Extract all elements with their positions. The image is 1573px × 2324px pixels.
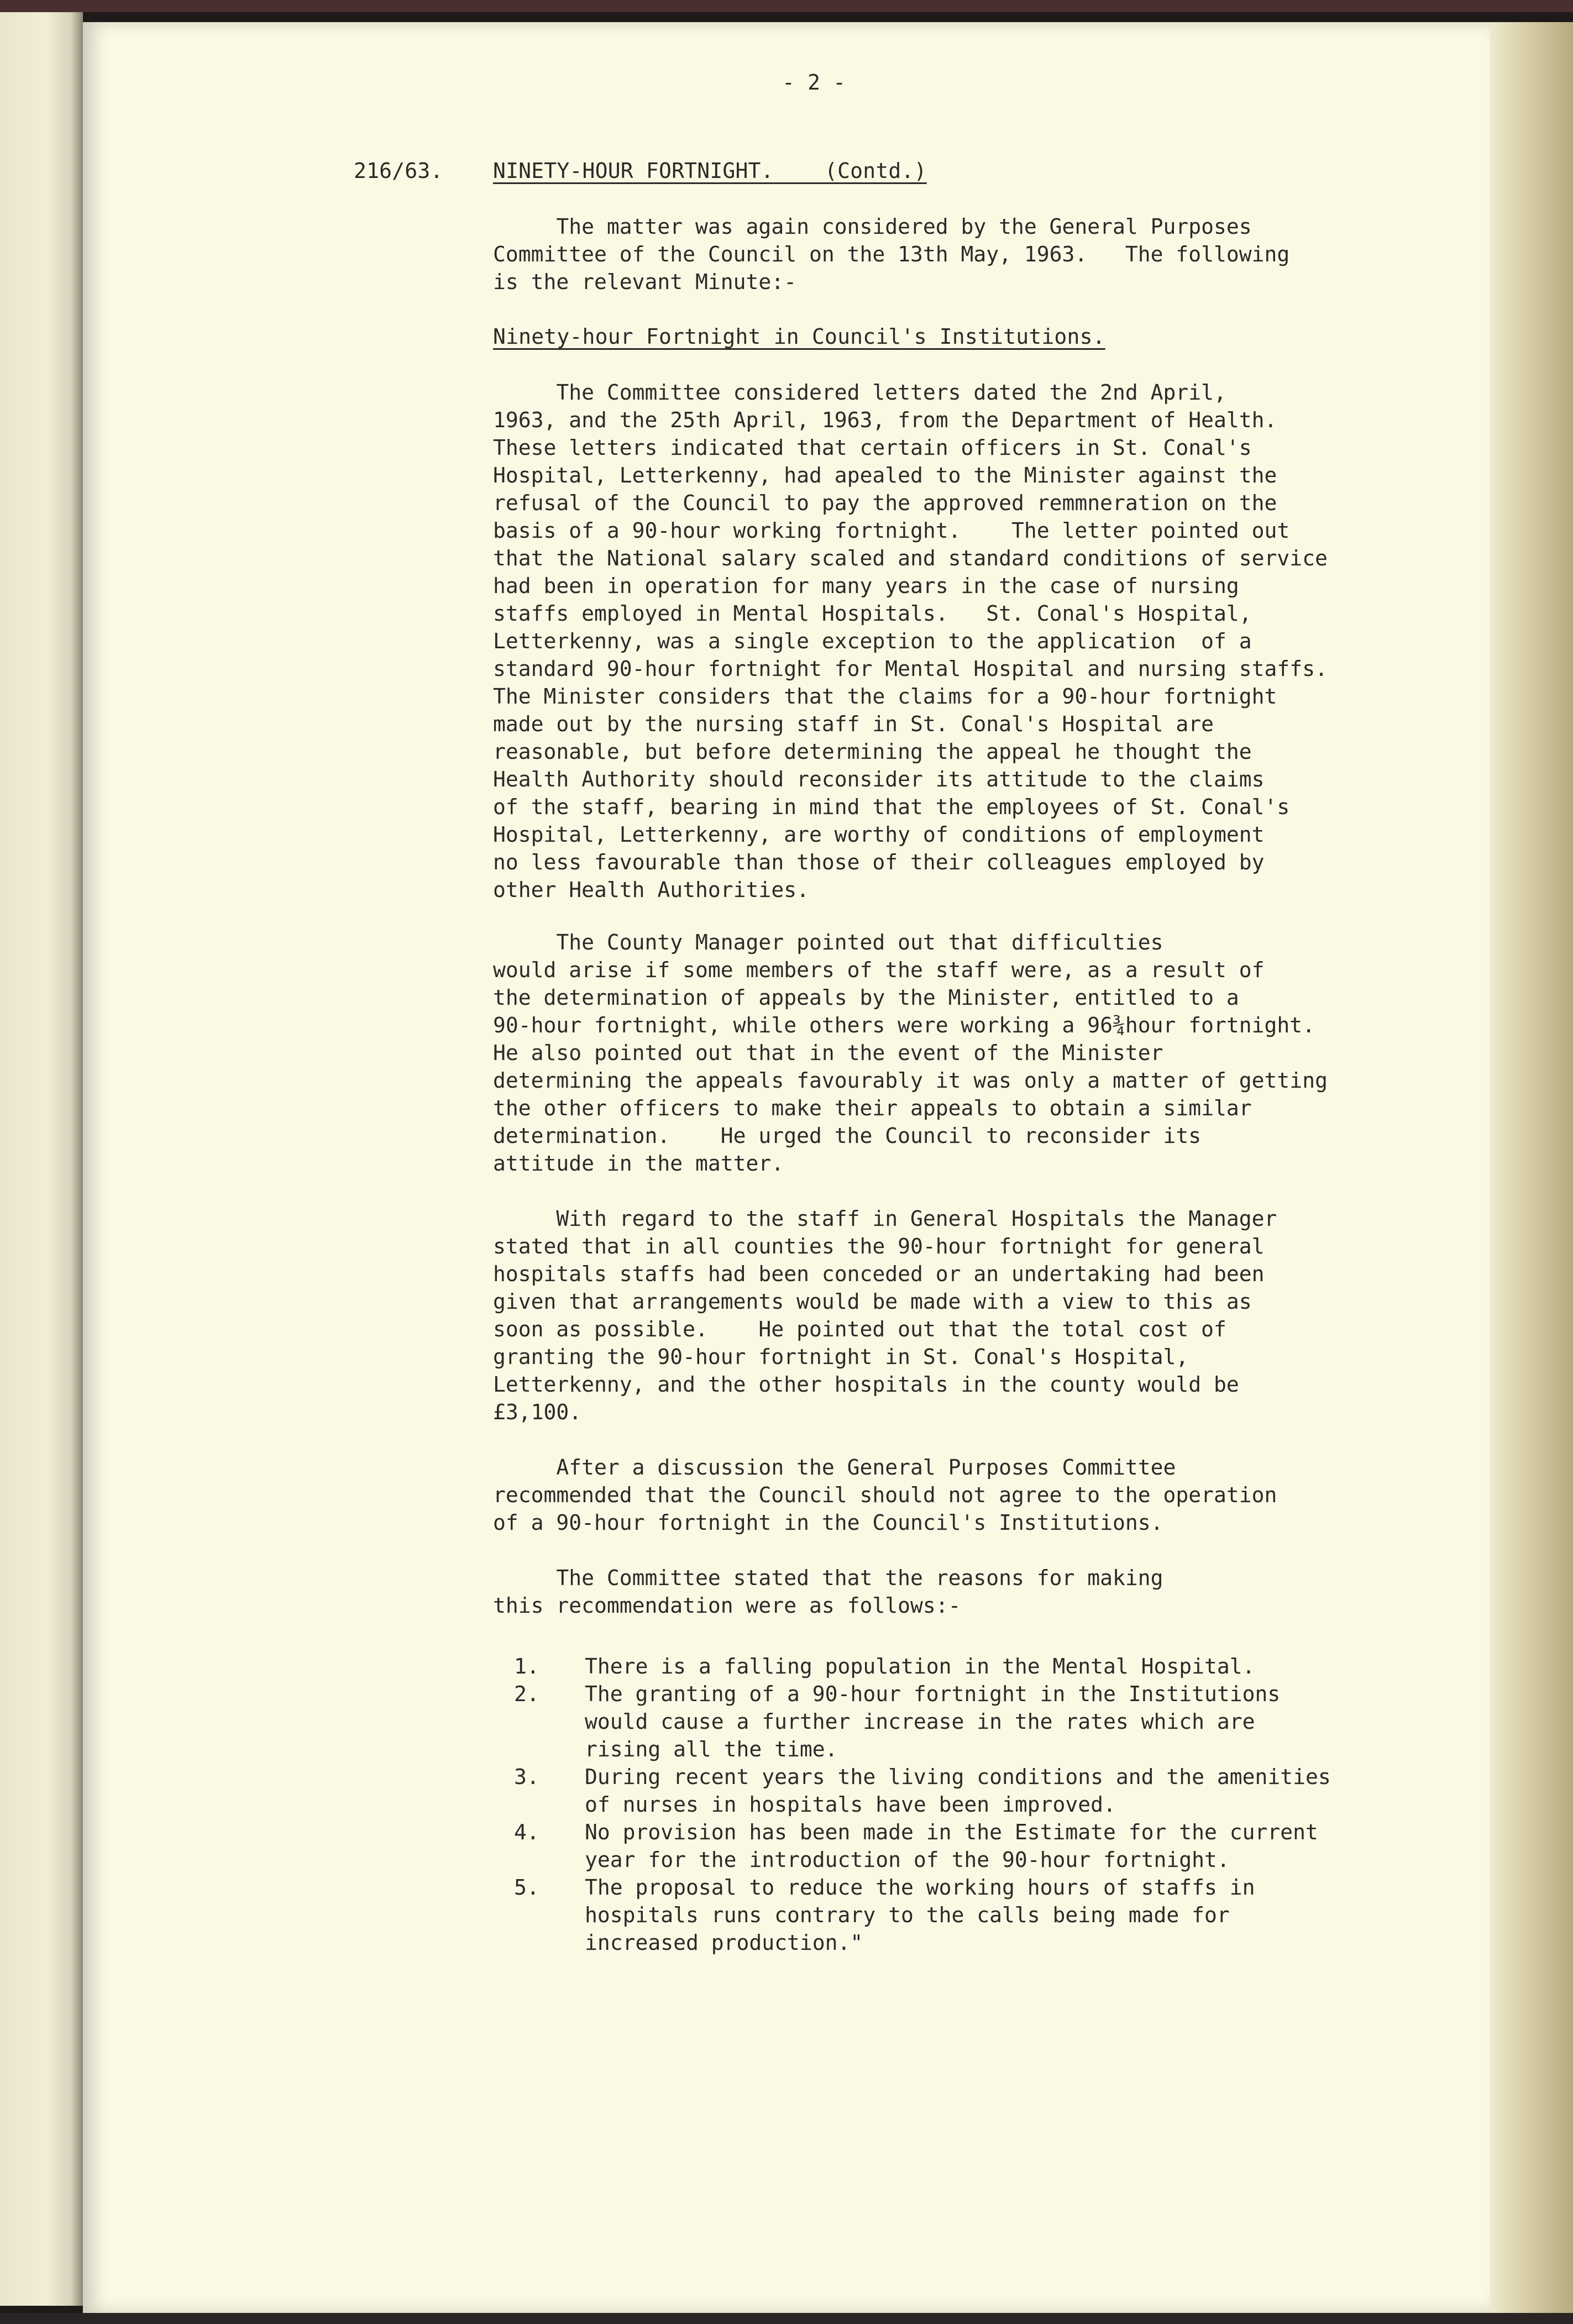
paragraph-line: Health Authority should reconsider its attitude to the claims	[493, 767, 1265, 791]
top-binding-strip	[0, 0, 1573, 12]
paragraph-line: would arise if some members of the staff were, as a result of	[493, 958, 1265, 982]
paragraph-line: standard 90-hour fortnight for Mental Hospital and nursing staffs.	[493, 657, 1328, 681]
intro-line: is the relevant Minute:-	[493, 270, 797, 294]
list-item-line: During recent years the living conditions and the amenities	[585, 1765, 1331, 1789]
intro-line: The matter was again considered by the General Purposes	[493, 214, 1252, 239]
paragraph-line: given that arrangements would be made with a view to this as	[493, 1289, 1252, 1314]
title-main: NINETY-HOUR FORTNIGHT.	[493, 159, 774, 183]
paragraph-line: the other officers to make their appeals to obtain a similar	[493, 1096, 1252, 1120]
list-item-line: would cause a further increase in the rates which are	[585, 1709, 1255, 1734]
bottom-binding-strip	[0, 2313, 1573, 2324]
list-item	[514, 1652, 1454, 1680]
paragraph-line: the determination of appeals by the Minister, entitled to a	[493, 985, 1239, 1010]
minute-reference: 216/63.	[354, 159, 443, 183]
paragraph-line: Letterkenny, was a single exception to the application of a	[493, 629, 1252, 653]
paragraph-line: Letterkenny, and the other hospitals in the county would be	[493, 1372, 1239, 1397]
paragraph-line: determination. He urged the Council to reconsider its	[493, 1124, 1202, 1148]
paragraph-line: no less favourable than those of their colleagues employed by	[493, 850, 1265, 874]
paragraph-line: reasonable, but before determining the appeal he thought the	[493, 739, 1252, 764]
intro-line: Committee of the Council on the 13th May, 1963. The following	[493, 242, 1290, 266]
paragraph-committee-letters	[493, 379, 1433, 904]
section-title	[493, 158, 927, 184]
reasons-list	[514, 1652, 1454, 1956]
paragraph-line: The Minister considers that the claims for a 90-hour fortnight	[493, 684, 1277, 709]
paragraph-line: this recommendation were as follows:-	[493, 1593, 961, 1618]
paragraph-line: made out by the nursing staff in St. Conal's Hospital are	[493, 712, 1214, 736]
paragraph-line: The Committee stated that the reasons for making	[493, 1566, 1163, 1590]
list-item-number: 3.	[514, 1765, 539, 1789]
paragraph-line: stated that in all counties the 90-hour fortnight for general	[493, 1234, 1265, 1258]
paragraph-line: Hospital, Letterkenny, are worthy of conditions of employment	[493, 822, 1265, 847]
list-item-number: 5.	[514, 1875, 539, 1900]
paragraph-line: staffs employed in Mental Hospitals. St. Conal's Hospital,	[493, 601, 1252, 626]
intro-paragraph	[493, 213, 1433, 296]
title-suffix: (Contd.)	[825, 159, 927, 183]
facing-page-edge	[0, 12, 83, 2306]
paragraph-line: determining the appeals favourably it was only a matter of getting	[493, 1068, 1328, 1093]
list-item-line: of nurses in hospitals have been improved.	[585, 1792, 1116, 1817]
paragraph-line: had been in operation for many years in the case of nursing	[493, 574, 1239, 598]
list-item-line: hospitals runs contrary to the calls being made for	[585, 1903, 1230, 1927]
paragraph-line: hospitals staffs had been conceded or an undertaking had been	[493, 1262, 1265, 1286]
paragraph-line: soon as possible. He pointed out that the total cost of	[493, 1317, 1226, 1341]
list-item-line: year for the introduction of the 90-hour fortnight.	[585, 1848, 1230, 1872]
paragraph-reasons-intro	[493, 1564, 1433, 1619]
paragraph-line: refusal of the Council to pay the approved remmneration on the	[493, 491, 1277, 515]
paragraph-general-hospitals	[493, 1205, 1433, 1426]
list-item-line: The granting of a 90-hour fortnight in the Institutions	[585, 1682, 1281, 1706]
minute-subtitle: Ninety-hour Fortnight in Council's Institutions.	[493, 324, 1105, 349]
paragraph-line: 1963, and the 25th April, 1963, from the Department of Health.	[493, 408, 1277, 432]
list-item-line: There is a falling population in the Mental Hospital.	[585, 1654, 1255, 1678]
paragraph-line: of a 90-hour fortnight in the Council's Institutions.	[493, 1510, 1163, 1535]
list-item-line: No provision has been made in the Estimate for the current	[585, 1820, 1318, 1844]
list-item-line: increased production."	[585, 1930, 863, 1955]
paragraph-line: After a discussion the General Purposes Committee	[493, 1455, 1176, 1480]
paragraph-line: other Health Authorities.	[493, 878, 809, 902]
list-item-number: 1.	[514, 1654, 539, 1678]
list-item	[514, 1874, 1454, 1956]
list-item-number: 4.	[514, 1820, 539, 1844]
list-item	[514, 1680, 1454, 1763]
paragraph-line: that the National salary scaled and standard conditions of service	[493, 546, 1328, 570]
paragraph-line: These letters indicated that certain officers in St. Conal's	[493, 436, 1252, 460]
paragraph-line: of the staff, bearing in mind that the employees of St. Conal's	[493, 795, 1290, 819]
paragraph-county-manager	[493, 928, 1433, 1177]
paragraph-line: The County Manager pointed out that difficulties	[493, 930, 1163, 954]
list-item-line: The proposal to reduce the working hours of staffs in	[585, 1875, 1255, 1900]
list-item	[514, 1763, 1454, 1818]
list-item	[514, 1818, 1454, 1874]
paragraph-line: With regard to the staff in General Hospitals the Manager	[493, 1206, 1277, 1231]
paragraph-line: basis of a 90-hour working fortnight. The letter pointed out	[493, 518, 1290, 543]
paragraph-line: Hospital, Letterkenny, had apealed to the Minister against the	[493, 463, 1277, 487]
paragraph-line: recommended that the Council should not agree to the operation	[493, 1483, 1277, 1507]
list-item-number: 2.	[514, 1682, 539, 1706]
paragraph-recommendation	[493, 1454, 1433, 1536]
paragraph-line: He also pointed out that in the event of the Minister	[493, 1041, 1163, 1065]
page-number: - 2 -	[782, 70, 846, 95]
list-item-line: rising all the time.	[585, 1737, 838, 1761]
paragraph-line: £3,100.	[493, 1400, 582, 1424]
paragraph-line: The Committee considered letters dated the 2nd April,	[493, 380, 1226, 405]
paragraph-line: 90-hour fortnight, while others were working a 96¾hour fortnight.	[493, 1013, 1315, 1037]
paragraph-line: granting the 90-hour fortnight in St. Conal's Hospital,	[493, 1345, 1189, 1369]
page-stack-edge	[1490, 22, 1573, 2313]
paragraph-line: attitude in the matter.	[493, 1151, 784, 1176]
